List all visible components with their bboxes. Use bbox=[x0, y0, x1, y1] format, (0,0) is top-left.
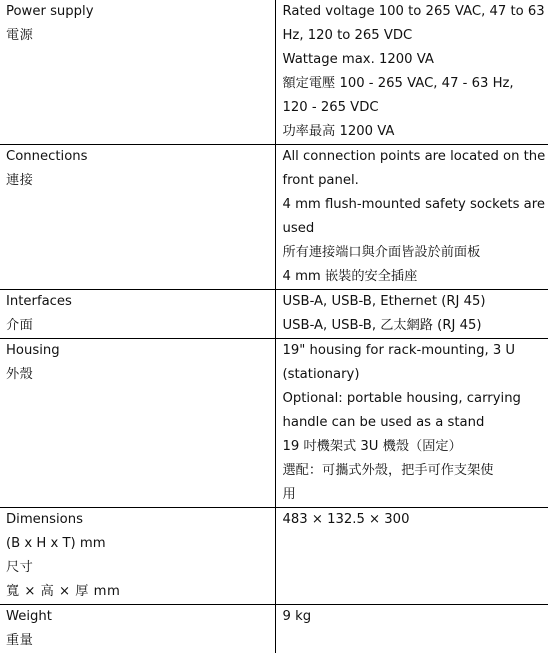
spec-row-connections bbox=[0, 145, 548, 290]
spec-value-line: 額定電壓 100 - 265 VAC, 47 - 63 Hz, bbox=[283, 72, 547, 96]
spec-label-cell bbox=[0, 508, 275, 605]
spec-value-cell bbox=[275, 0, 548, 145]
spec-value-line: Optional: portable housing, carrying bbox=[283, 387, 547, 411]
spec-value-line: 所有連接端口與介面皆設於前面板 bbox=[283, 241, 547, 265]
spec-row-dimensions bbox=[0, 508, 548, 605]
spec-value-cell bbox=[275, 145, 548, 290]
spec-label-zh: 外殼 bbox=[6, 363, 269, 387]
spec-value-line: Wattage max. 1200 VA bbox=[283, 48, 547, 72]
spec-value-line: used bbox=[283, 217, 547, 241]
spec-value-line: USB-A, USB-B, Ethernet (RJ 45) bbox=[283, 290, 547, 314]
spec-label-cell bbox=[0, 145, 275, 290]
spec-label-en: Power supply bbox=[6, 0, 269, 24]
spec-value-line: 9 kg bbox=[283, 605, 547, 629]
spec-value-line: (stationary) bbox=[283, 363, 547, 387]
spec-label-en: Connections bbox=[6, 145, 269, 169]
spec-row-housing bbox=[0, 339, 548, 508]
spec-label-cell bbox=[0, 339, 275, 508]
spec-label-zh: 介面 bbox=[6, 314, 269, 338]
spec-value-line: front panel. bbox=[283, 169, 547, 193]
spec-row-interfaces bbox=[0, 290, 548, 339]
spec-value-line: All connection points are located on the bbox=[283, 145, 547, 169]
spec-label-zh: 尺寸 bbox=[6, 556, 269, 580]
spec-value-line: 120 - 265 VDC bbox=[283, 96, 547, 120]
spec-label-en: Housing bbox=[6, 339, 269, 363]
spec-label-en: Weight bbox=[6, 605, 269, 629]
spec-value-line: 用 bbox=[283, 483, 547, 507]
spec-value-line: 19" housing for rack-mounting, 3 U bbox=[283, 339, 547, 363]
spec-value-line: 功率最高 1200 VA bbox=[283, 120, 547, 144]
spec-value-line: 4 mm flush-mounted safety sockets are bbox=[283, 193, 547, 217]
spec-label-zh: 連接 bbox=[6, 169, 269, 193]
spec-value-cell bbox=[275, 290, 548, 339]
spec-label-en: Interfaces bbox=[6, 290, 269, 314]
spec-label-zh: 重量 bbox=[6, 629, 269, 653]
spec-label-zh-units: 寬 × 高 × 厚 mm bbox=[6, 580, 269, 604]
spec-value-line: 19 吋機架式 3U 機殼（固定） bbox=[283, 435, 547, 459]
spec-value-line: Hz, 120 to 265 VDC bbox=[283, 24, 547, 48]
spec-value-line: USB-A, USB-B, 乙太網路 (RJ 45) bbox=[283, 314, 547, 338]
spec-label-zh: 電源 bbox=[6, 24, 269, 48]
spec-value-line: handle can be used as a stand bbox=[283, 411, 547, 435]
spec-label-en-units: (B x H x T) mm bbox=[6, 532, 269, 556]
spec-value-cell bbox=[275, 339, 548, 508]
spec-value-line: 483 × 132.5 × 300 bbox=[283, 508, 547, 532]
spec-value-cell bbox=[275, 508, 548, 605]
spec-label-cell bbox=[0, 0, 275, 145]
spec-value-line: 4 mm 嵌裝的安全插座 bbox=[283, 265, 547, 289]
spec-value-line: Rated voltage 100 to 265 VAC, 47 to 63 bbox=[283, 0, 547, 24]
spec-label-cell bbox=[0, 290, 275, 339]
spec-label-en: Dimensions bbox=[6, 508, 269, 532]
spec-row-power-supply bbox=[0, 0, 548, 145]
spec-value-line: 選配：可攜式外殼，把手可作支架使 bbox=[283, 459, 547, 483]
